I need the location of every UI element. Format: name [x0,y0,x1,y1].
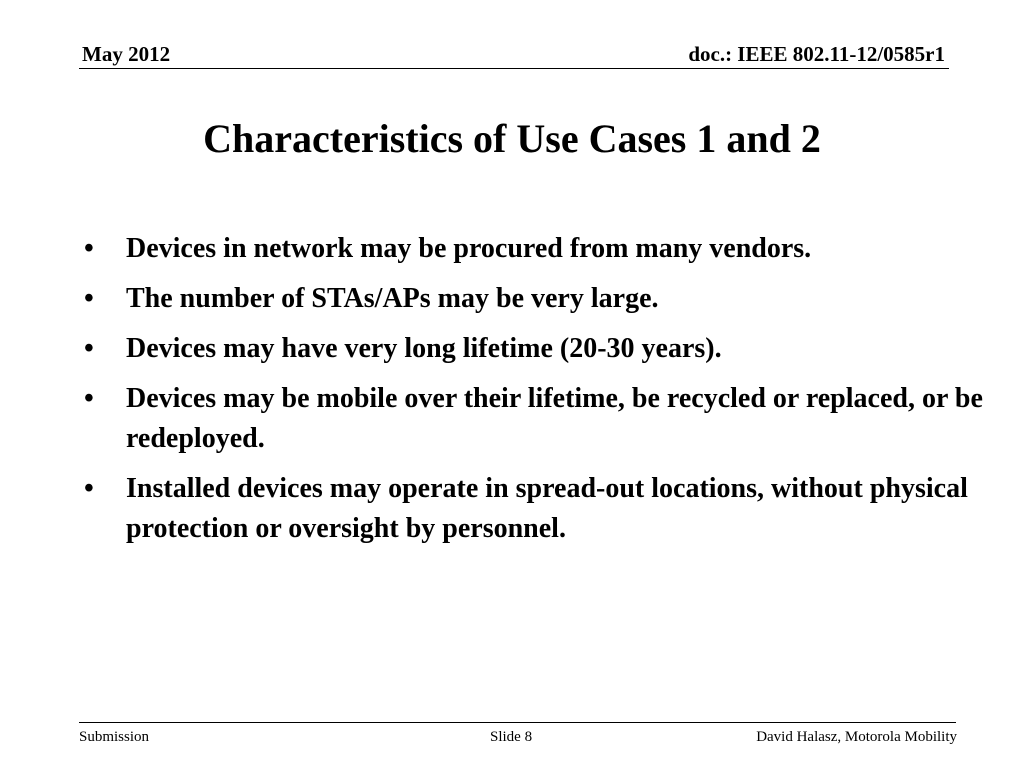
bullet-glyph: • [84,473,94,504]
bullet-glyph: • [84,233,94,264]
footer-submission: Submission [79,729,150,745]
header-doc-id: doc.: IEEE 802.11-12/0585r1 [688,42,945,66]
footer-rule [79,722,956,723]
bullet-item [84,469,984,549]
footer-author: David Halasz, Motorola Mobility [756,729,957,745]
header-rule [79,68,949,69]
bullet-item [84,279,984,319]
bullet-text: The number of STAs/APs may be very large. [126,283,659,314]
bullet-text: Devices in network may be procured from many vendors. [126,233,812,264]
bullet-text: Installed devices may operate in spread-out locations, without physical protection or oversight by personnel. [126,473,968,544]
bullet-item [84,329,984,369]
bullet-glyph: • [84,383,94,414]
slide-title: Characteristics of Use Cases 1 and 2 [203,116,821,161]
bullet-text: Devices may be mobile over their lifetime, be recycled or replaced, or be redeployed. [126,383,983,454]
bullet-glyph: • [84,333,94,364]
bullet-text: Devices may have very long lifetime (20-30 years). [126,333,722,364]
bullet-list [84,229,984,559]
bullet-glyph: • [84,283,94,314]
bullet-item [84,379,984,459]
bullet-item [84,229,984,269]
header-date: May 2012 [82,42,171,66]
footer-slide-number: Slide 8 [490,729,533,745]
